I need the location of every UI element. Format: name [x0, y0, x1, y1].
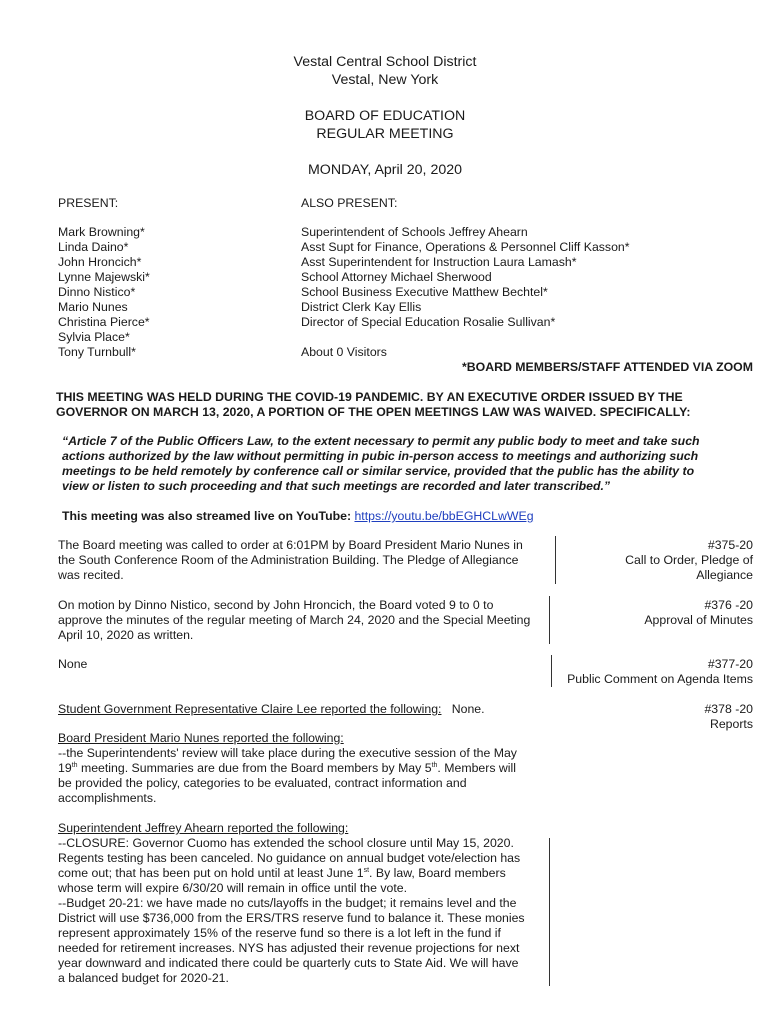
superintendent-report	[58, 821, 525, 986]
quote-line: meetings to be held remotely by conference call or similar service, provided that the public has the ability to	[62, 464, 695, 478]
superintendent-report-heading: Superintendent Jeffrey Ahearn reported the following:	[58, 821, 349, 835]
also-present-list	[301, 225, 630, 330]
staff-member: School Business Executive Matthew Bechtel*	[301, 285, 548, 299]
quote-line: view or listen to such proceeding and that such meetings are recorded and later transcribed.”	[62, 479, 611, 493]
paragraph-line: be provided the policy, categories to be evaluated, contract information and	[58, 776, 467, 790]
stream-text: This meeting was also streamed live on YouTube:	[62, 509, 355, 523]
public-comment-text: None	[58, 657, 88, 671]
present-list	[58, 225, 150, 360]
paragraph-line: was recited.	[58, 568, 124, 582]
quote-line: actions authorized by the law without permitting in pubic in-person access to meetings and authorizing such	[62, 449, 699, 463]
paragraph-line: represent approximately 15% of the reserve fund so there is a lot left in the fund if	[58, 926, 501, 940]
divider	[551, 655, 552, 687]
item-number: #377-20	[707, 657, 753, 671]
minutes-text	[58, 598, 530, 643]
present-label: PRESENT:	[58, 196, 119, 210]
paragraph-line	[58, 866, 525, 881]
document-header	[0, 53, 770, 179]
student-report-text: None.	[441, 702, 485, 716]
district-name: Vestal Central School District	[293, 54, 477, 70]
item-378-label	[704, 702, 753, 732]
item-title: Reports	[709, 717, 753, 731]
paragraph-line: accomplishments.	[58, 791, 157, 805]
staff-member: Asst Supt for Finance, Operations & Personnel Cliff Kasson*	[301, 240, 630, 254]
divider	[549, 838, 550, 986]
board-title: BOARD OF EDUCATION	[304, 108, 466, 124]
member: Mark Browning*	[58, 225, 145, 239]
member: Sylvia Place*	[58, 330, 130, 344]
text-run: 19	[58, 761, 72, 775]
staff-member: Director of Special Education Rosalie Sullivan*	[301, 315, 556, 329]
visitors-count: About 0 Visitors	[301, 345, 387, 359]
also-present-label: ALSO PRESENT:	[301, 196, 398, 210]
staff-member: Superintendent of Schools Jeffrey Ahearn	[301, 225, 528, 239]
item-title: Approval of Minutes	[644, 613, 753, 627]
item-title: Public Comment on Agenda Items	[567, 672, 753, 686]
covid-notice	[56, 390, 691, 420]
staff-member: District Clerk Kay Ellis	[301, 300, 422, 314]
paragraph-line: --CLOSURE: Governor Cuomo has extended the school closure until May 15, 2020.	[58, 836, 514, 850]
staff-member: School Attorney Michael Sherwood	[301, 270, 492, 284]
member: Linda Daino*	[58, 240, 129, 254]
item-title: Call to Order, Pledge of	[625, 553, 753, 567]
stream-note	[62, 509, 534, 524]
paragraph-line: year downward and indicated there could be quarterly cuts to State Aid. We will have	[58, 956, 519, 970]
member: Lynne Majewski*	[58, 270, 150, 284]
paragraph-line: Regents testing has been canceled. No guidance on annual budget vote/election has	[58, 851, 521, 865]
item-375-label	[625, 538, 753, 583]
paragraph-line: whose term will expire 6/30/20 will remain in office until the vote.	[58, 881, 408, 895]
paragraph-line: --the Superintendents' review will take place during the executive session of the May	[58, 746, 517, 760]
paragraph-line: April 10, 2020 as written.	[58, 628, 194, 642]
paragraph-line: the South Conference Room of the Administration Building. The Pledge of Allegiance	[58, 553, 519, 567]
quote-line: “Article 7 of the Public Officers Law, to the extent necessary to permit any public body to meet and take such	[62, 434, 700, 448]
law-quote	[62, 434, 700, 494]
divider	[549, 596, 550, 644]
item-number: #376 -20	[704, 598, 753, 612]
paragraph-line: --Budget 20-21: we have made no cuts/layoffs in the budget; it remains level and the	[58, 896, 517, 910]
text-run: . By law, Board members	[369, 866, 506, 880]
member: Mario Nunes	[58, 300, 128, 314]
paragraph-line	[58, 761, 517, 776]
paragraph-line: a balanced budget for 2020-21.	[58, 971, 229, 985]
item-title: Allegiance	[696, 568, 753, 582]
item-number: #378 -20	[704, 702, 753, 716]
paragraph-line: needed for retirement increases. NYS has adjusted their revenue projections for next	[58, 941, 520, 955]
student-report-heading: Student Government Representative Claire Lee reported the following:	[58, 702, 442, 716]
president-report	[58, 731, 517, 806]
covid-notice-line: THIS MEETING WAS HELD DURING THE COVID-19 PANDEMIC. BY AN EXECUTIVE ORDER ISSUED BY THE	[56, 390, 683, 404]
president-report-heading: Board President Mario Nunes reported the following:	[58, 731, 344, 745]
staff-member: Asst Superintendent for Instruction Laura Lamash*	[301, 255, 577, 269]
member: Tony Turnbull*	[58, 345, 136, 359]
superscript: th	[71, 761, 78, 769]
text-run: meeting. Summaries are due from the Board members by May 5	[77, 761, 432, 775]
text-run: . Members will	[437, 761, 516, 775]
paragraph-line: District will use $736,000 from the ERS/TRS reserve fund to balance it. These monies	[58, 911, 525, 925]
zoom-note: *BOARD MEMBERS/STAFF ATTENDED VIA ZOOM	[461, 360, 753, 374]
paragraph-line: The Board meeting was called to order at 6:01PM by Board President Mario Nunes in	[58, 538, 523, 552]
youtube-link[interactable]: https://youtu.be/bbEGHCLwWEg	[354, 509, 534, 523]
member: John Hroncich*	[58, 255, 142, 269]
covid-notice-line: GOVERNOR ON MARCH 13, 2020, A PORTION OF THE OPEN MEETINGS LAW WAS WAIVED. SPECIFICALLY:	[56, 405, 691, 419]
divider	[555, 536, 556, 584]
student-report	[58, 702, 485, 717]
superscript: th	[431, 761, 438, 769]
superscript: st	[363, 866, 370, 874]
call-to-order-text	[58, 538, 523, 583]
item-376-label	[644, 598, 753, 628]
paragraph-line: On motion by Dinno Nistico, second by John Hroncich, the Board voted 9 to 0 to	[58, 598, 494, 612]
member: Dinno Nistico*	[58, 285, 136, 299]
member: Christina Pierce*	[58, 315, 150, 329]
item-377-label	[567, 657, 753, 687]
text-run: come out; that has been put on hold until at least June 1	[58, 866, 364, 880]
district-location: Vestal, New York	[331, 72, 439, 88]
paragraph-line: approve the minutes of the regular meeting of March 24, 2020 and the Special Meeting	[58, 613, 531, 627]
meeting-type: REGULAR MEETING	[316, 126, 454, 142]
meeting-date: MONDAY, April 20, 2020	[307, 162, 463, 178]
item-number: #375-20	[707, 538, 753, 552]
